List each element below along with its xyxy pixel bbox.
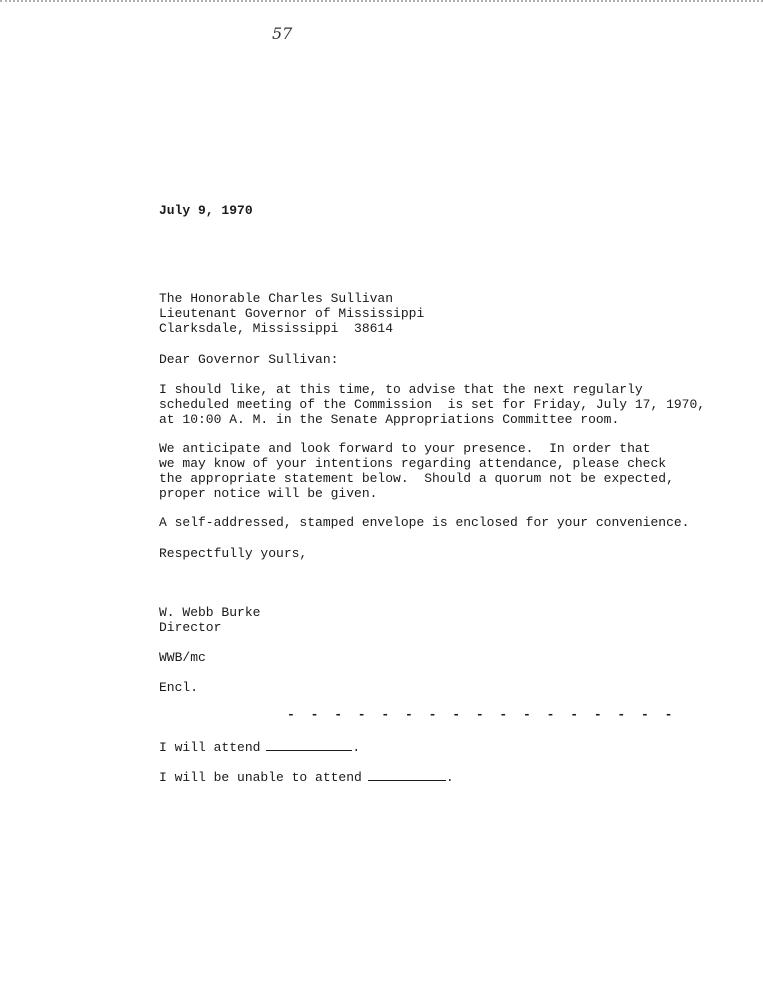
unable-end-mark: . [445, 770, 454, 785]
attend-label: I will attend [159, 740, 261, 755]
unable-label: I will be unable to attend [159, 770, 362, 785]
paragraph-line: at 10:00 A. M. in the Senate Appropriations Committee room. [159, 412, 620, 427]
signer-title: Director [159, 620, 222, 635]
recipient-city: Clarksdale, Mississippi 38614 [159, 321, 394, 336]
paragraph-line: we may know of your intentions regarding attendance, please check [159, 456, 667, 471]
body-paragraph-1 [159, 382, 705, 427]
paragraph-line: I should like, at this time, to advise that the next regularly [159, 382, 643, 397]
paragraph-line: proper notice will be given. [159, 486, 378, 501]
body-paragraph-3: A self-addressed, stamped envelope is enclosed for your convenience. [159, 515, 690, 530]
recipient-address [159, 291, 424, 336]
attend-end-mark: . [352, 740, 361, 755]
page-top-border [0, 0, 763, 2]
paragraph-line: We anticipate and look forward to your presence. In order that [159, 441, 651, 456]
attend-response-line [159, 738, 360, 755]
enclosure-note: Encl. [159, 680, 199, 695]
letter-date: July 9, 1970 [159, 203, 253, 218]
page-number-mark: 57 [272, 24, 293, 43]
unable-check-blank[interactable] [368, 768, 446, 781]
body-paragraph-2 [159, 441, 674, 501]
paragraph-line: the appropriate statement below. Should a quorum not be expected, [159, 471, 674, 486]
signer-name: W. Webb Burke [159, 605, 261, 620]
closing: Respectfully yours, [159, 546, 308, 561]
recipient-title: Lieutenant Governor of Mississippi [159, 306, 425, 321]
salutation: Dear Governor Sullivan: [159, 352, 339, 367]
attend-check-blank[interactable] [266, 738, 352, 751]
paragraph-line: scheduled meeting of the Commission is set for Friday, July 17, 1970, [159, 397, 706, 412]
dashed-separator: - - - - - - - - - - - - - - - - - [287, 707, 677, 722]
unable-response-line [159, 768, 454, 785]
reference-initials: WWB/mc [159, 650, 206, 665]
recipient-name: The Honorable Charles Sullivan [159, 291, 394, 306]
signature-block [159, 605, 260, 635]
